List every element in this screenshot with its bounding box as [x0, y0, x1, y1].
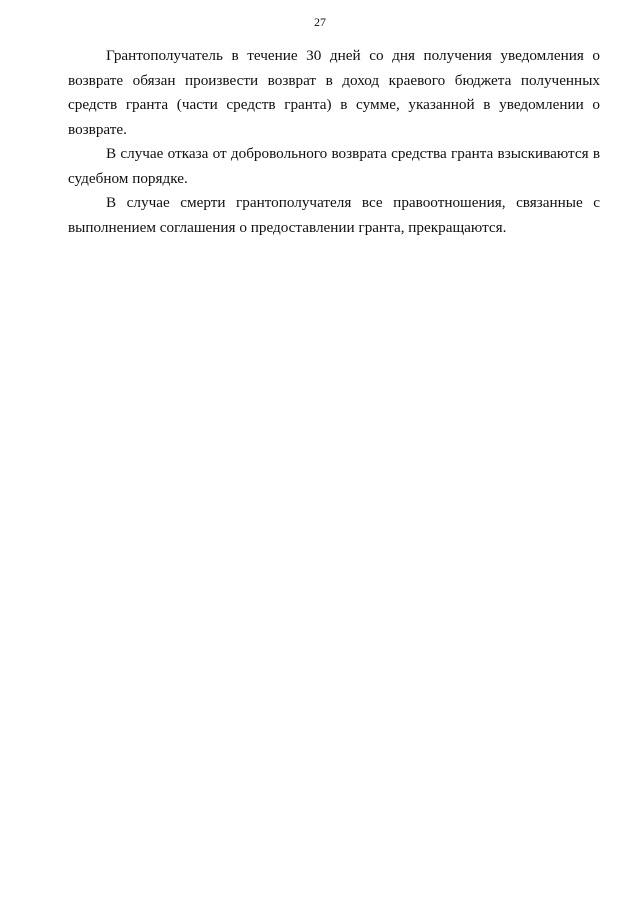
paragraph-death-termination: В случае смерти грантополучателя все правоотношения, связанные с выполнением соглашения о предоставлении гранта, прекращаются.: [68, 194, 600, 236]
page-number: 27: [314, 15, 326, 29]
document-body: [68, 44, 600, 240]
paragraph-grant-return: Грантополучатель в течение 30 дней со дня получения уведомления о возврате обязан произвести возврат в доход краевого бюджета полученных средств гранта (части средств гранта) в сумме, указанной в уведомлении о возврате.: [68, 47, 600, 138]
paragraph-refusal-recovery: В случае отказа от добровольного возврата средства гранта взыскиваются в судебном порядке.: [68, 145, 600, 187]
